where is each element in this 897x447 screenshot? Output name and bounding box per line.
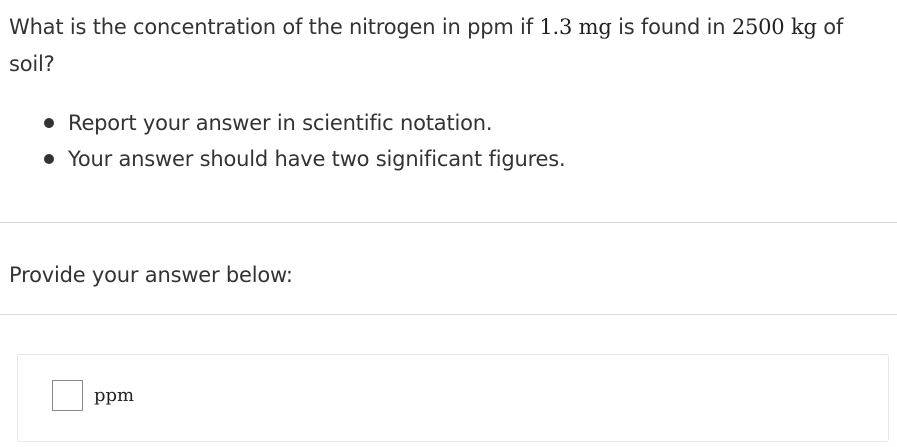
section-divider <box>0 314 897 315</box>
unit-label: ppm <box>94 385 135 406</box>
instruction-list <box>40 105 566 177</box>
instruction-item <box>40 105 566 141</box>
mass-value: 1.3 mg <box>539 15 612 39</box>
soil-mass-value: 2500 kg <box>731 15 817 39</box>
answer-input[interactable] <box>52 380 83 411</box>
bullet-icon <box>44 118 54 128</box>
question-part-2: is found in <box>611 15 732 39</box>
question-text <box>9 9 894 83</box>
question-part-1: What is the concentration of the nitrogen in ppm if <box>9 15 540 39</box>
answer-prompt: Provide your answer below: <box>9 263 293 287</box>
answer-panel <box>17 354 889 442</box>
section-divider <box>0 222 897 223</box>
question-part-3: of soil? <box>9 15 844 76</box>
instruction-text: Report your answer in scientific notation. <box>68 111 493 135</box>
instruction-item <box>40 141 566 177</box>
bullet-icon <box>44 154 54 164</box>
instruction-text: Your answer should have two significant figures. <box>68 147 566 171</box>
